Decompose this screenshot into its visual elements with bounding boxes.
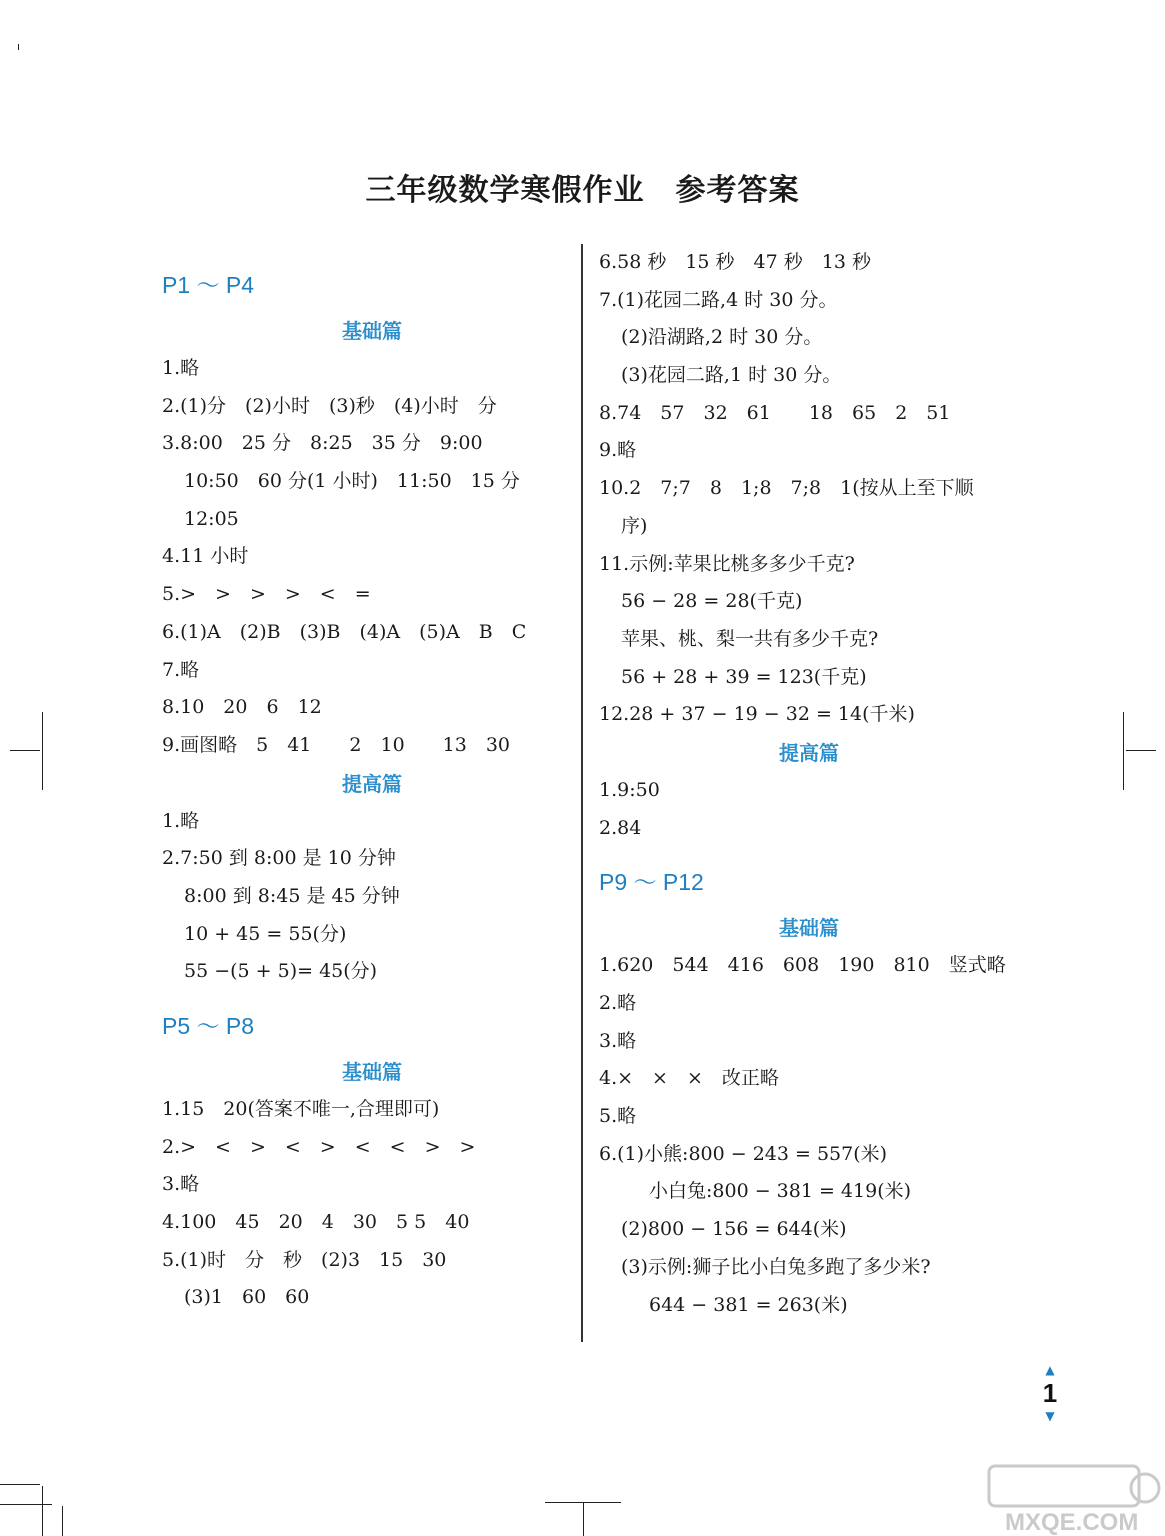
section-range-p5-p8: P5 ～ P8	[162, 1013, 255, 1039]
answer-line: 8:00 到 8:45 是 45 分钟	[184, 884, 400, 907]
answer-line: 2.7:50 到 8:00 是 10 分钟	[162, 847, 396, 870]
subsection-basic: 基础篇	[342, 319, 402, 343]
answer-line: 56 − 28 = 28(千克)	[621, 590, 803, 613]
answer-line: 9.画图略 5 41 2 10 13 30	[162, 733, 511, 756]
answer-line: 12.28 + 37 − 19 − 32 = 14(千米)	[599, 703, 915, 726]
crop-mark	[42, 1486, 43, 1536]
watermark-text: MXQE.COM	[1005, 1509, 1139, 1536]
answer-line: (2)沿湖路,2 时 30 分。	[621, 326, 823, 349]
section-range-p9-p12: P9 ～ P12	[599, 869, 704, 896]
subsection-basic: 基础篇	[779, 916, 839, 941]
answer-line: 3.8:00 25 分 8:25 35 分 9:00	[162, 432, 483, 455]
answer-line: (3)花园二路,1 时 30 分。	[621, 364, 842, 387]
left-column	[162, 268, 582, 1317]
page-number: 1	[1042, 1378, 1058, 1408]
answer-line: 6.58 秒 15 秒 47 秒 13 秒	[599, 251, 871, 273]
page-title: 三年级数学寒假作业 参考答案	[365, 173, 800, 208]
crop-mark	[18, 44, 19, 50]
crop-mark	[0, 1484, 40, 1485]
subsection-advanced: 提高篇	[779, 740, 839, 765]
answer-line: 4.11 小时	[162, 545, 249, 568]
crop-mark	[42, 712, 43, 790]
answer-line: 3.略	[599, 1029, 637, 1052]
answer-line: 8.10 20 6 12	[162, 696, 322, 719]
answer-line: 56 + 28 + 39 = 123(千克)	[621, 665, 867, 688]
answer-line: 5.> > > > < =	[162, 583, 371, 606]
answer-line: 2.略	[599, 992, 637, 1014]
answer-line: 1.620 544 416 608 190 810 竖式略	[599, 954, 1006, 977]
answer-line: 12:05	[184, 507, 239, 530]
answer-line: 5.(1)时 分 秒 (2)3 15 30	[162, 1248, 447, 1271]
answer-line: 4.× × × 改正略	[599, 1067, 779, 1090]
answer-line: 644 − 381 = 263(米)	[649, 1293, 848, 1316]
answer-line: 7.(1)花园二路,4 时 30 分。	[599, 288, 838, 311]
answer-line: 1.略	[162, 357, 200, 379]
answer-line: 9.略	[599, 439, 637, 462]
answer-line: 10 + 45 = 55(分)	[184, 922, 347, 945]
answer-line: 2.(1)分 (2)小时 (3)秒 (4)小时 分	[162, 394, 497, 417]
answer-line: 2.84	[599, 816, 642, 839]
answer-line: 苹果、桃、梨一共有多少千克?	[621, 627, 879, 650]
crop-mark	[62, 1506, 63, 1536]
crop-mark	[10, 750, 40, 751]
answer-line: 4.100 45 20 4 30 5 5 40	[162, 1211, 470, 1234]
subsection-advanced: 提高篇	[342, 771, 402, 796]
answer-line: 10.2 7;7 8 1;8 7;8 1(按从上至下顺	[599, 477, 974, 500]
section-range-p1-p4: P1 ～ P4	[162, 272, 255, 298]
subsection-basic: 基础篇	[342, 1060, 402, 1084]
answer-line: (3)1 60 60	[184, 1286, 310, 1309]
answer-line: 6.(1)A (2)B (3)B (4)A (5)A B C	[162, 620, 527, 643]
answer-line: 序)	[621, 514, 648, 537]
crop-mark	[1126, 750, 1156, 751]
triangle-up-icon: ▲	[1045, 1363, 1055, 1377]
answer-line: 55 −(5 + 5)= 45(分)	[184, 960, 378, 983]
watermark-logo	[985, 1460, 1165, 1536]
triangle-down-icon: ▼	[1045, 1409, 1055, 1423]
answer-line: 小白兔:800 − 381 = 419(米)	[649, 1180, 912, 1203]
answer-line: (2)800 − 156 = 644(米)	[621, 1218, 847, 1241]
answer-line: 8.74 57 32 61 18 65 2 51	[599, 401, 951, 424]
answer-line: 5.略	[599, 1105, 637, 1128]
answer-line: 1.9:50	[599, 778, 660, 801]
right-column	[599, 244, 1019, 1324]
answer-line: 6.(1)小熊:800 − 243 = 557(米)	[599, 1142, 888, 1165]
answer-line: 11.示例:苹果比桃多多少千克?	[599, 552, 855, 575]
answer-line: 7.略	[162, 658, 200, 681]
answer-line: (3)示例:狮子比小白兔多跑了多少米?	[621, 1255, 931, 1278]
answer-line: 1.略	[162, 809, 200, 832]
answer-line: 2.> < > < > < < > >	[162, 1135, 476, 1158]
crop-mark	[0, 1504, 52, 1505]
crop-mark	[1123, 712, 1124, 790]
answer-line: 3.略	[162, 1173, 200, 1196]
answer-line: 1.15 20(答案不唯一,合理即可)	[162, 1098, 440, 1120]
answer-line: 10:50 60 分(1 小时) 11:50 15 分	[184, 470, 520, 493]
crop-mark	[583, 1502, 584, 1536]
